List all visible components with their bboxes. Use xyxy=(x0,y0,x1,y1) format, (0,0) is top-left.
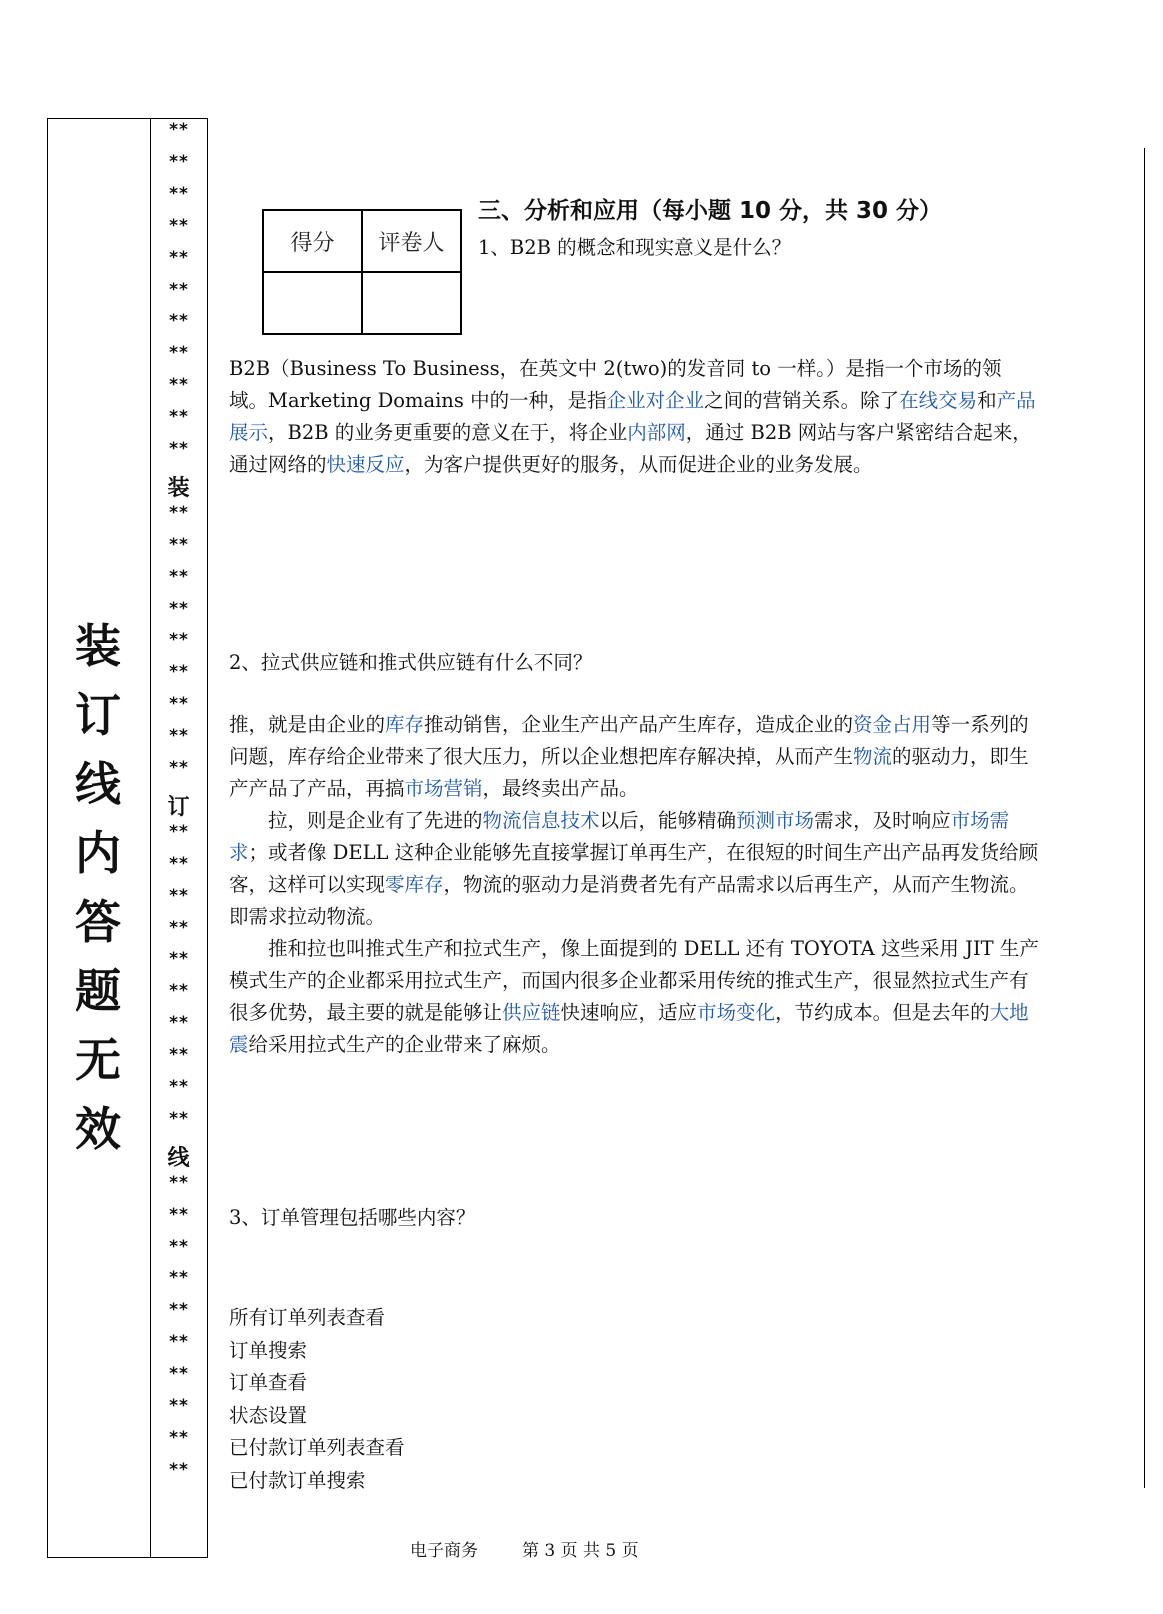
binding-char: 题 xyxy=(75,964,121,1018)
question-1: 1、B2B 的概念和现实意义是什么？ xyxy=(478,236,792,259)
grader-label: 评卷人 xyxy=(362,210,461,272)
star-mark: ** xyxy=(169,215,189,236)
star-mark: ** xyxy=(169,1300,189,1321)
star-mark: ** xyxy=(169,1236,189,1257)
score-table xyxy=(262,209,462,335)
star-mark: ** xyxy=(169,151,189,172)
score-label: 得分 xyxy=(263,210,362,272)
star-mark: ** xyxy=(169,853,189,874)
list-item: 状态设置 xyxy=(229,1403,308,1427)
binding-char: 订 xyxy=(75,688,121,742)
star-mark: ** xyxy=(169,439,189,459)
star-mark: ** xyxy=(169,1332,189,1353)
star-mark: ** xyxy=(169,279,189,300)
text-run: 推，就是由企业的 xyxy=(229,713,386,736)
star-mark: ** xyxy=(169,1396,189,1416)
star-mark: ** xyxy=(169,598,189,619)
question-3: 3、订单管理包括哪些内容？ xyxy=(229,1206,476,1229)
keyword-link[interactable]: 物流 xyxy=(853,745,893,768)
text-run: ；或者像 DELL 这种企业能够先直接掌握订单再生产，在很短的时间生产出产品再发货给顾客，这样可以实现 xyxy=(229,841,1039,896)
star-mark: ** xyxy=(169,949,189,970)
keyword-link[interactable]: 市场变化 xyxy=(697,1001,776,1024)
text-run: ，B2B 的业务更重要的意义在于，将企业 xyxy=(268,421,628,444)
binding-column-char: 订 xyxy=(167,794,191,820)
binding-char: 内 xyxy=(75,826,121,880)
binding-char: 线 xyxy=(75,757,121,811)
section-title: 三、分析和应用（每小题 10 分，共 30 分） xyxy=(478,198,943,224)
star-mark: ** xyxy=(169,758,189,778)
star-mark: ** xyxy=(169,1268,189,1289)
keyword-link[interactable]: 市场需求 xyxy=(229,809,1010,864)
star-mark: ** xyxy=(169,502,189,523)
text-run: 推和拉也叫推式生产和拉式生产，像上面提到的 DELL 还有 TOYOTA 这些采用 JIT 生产模式生产的企业都采用拉式生产，而国内很多企业都采用传统的推式生产，很显然拉式生产有很多优势，最主要的就是能够让 xyxy=(229,937,1039,1024)
star-mark: ** xyxy=(169,917,189,938)
star-mark: ** xyxy=(169,1459,189,1480)
star-mark: ** xyxy=(169,1045,189,1066)
score-cell[interactable] xyxy=(263,272,362,334)
text-run: 给采用拉式生产的企业带来了麻烦。 xyxy=(248,1033,561,1056)
binding-char: 装 xyxy=(75,619,121,673)
star-mark: ** xyxy=(169,981,189,1002)
text-run: 和 xyxy=(977,389,997,412)
binding-char: 效 xyxy=(75,1102,121,1156)
star-mark: ** xyxy=(169,885,189,906)
star-mark: ** xyxy=(169,566,189,587)
page-footer xyxy=(410,1536,683,1561)
answer-2-pull xyxy=(229,805,1039,933)
text-run: B2B（Business To Business，在英文中 2(two)的发音同 to 一样。）是指一个市场的领域。Marketing Domains 中的一种，是指 xyxy=(229,357,1002,412)
list-item: 订单搜索 xyxy=(229,1338,308,1362)
text-run: 之间的营销关系。除了 xyxy=(704,389,900,412)
keyword-link[interactable]: 在线交易 xyxy=(899,389,978,412)
star-mark: ** xyxy=(169,662,189,683)
keyword-link[interactable]: 供应链 xyxy=(502,1001,561,1024)
text-run: ，物流的驱动力是消费者先有产品需求以后再生产，从而产生物流。即需求拉动物流。 xyxy=(229,873,1029,928)
star-mark: ** xyxy=(169,534,189,555)
keyword-link[interactable]: 内部网 xyxy=(627,421,686,444)
star-mark: ** xyxy=(169,726,189,747)
grader-cell[interactable] xyxy=(362,272,461,334)
star-mark: ** xyxy=(169,1204,189,1225)
keyword-link[interactable]: 市场营销 xyxy=(404,777,483,800)
keyword-link[interactable]: 产品展示 xyxy=(229,389,1036,444)
text-run: ，节约成本。但是去年的 xyxy=(775,1001,990,1024)
star-mark: ** xyxy=(169,1427,189,1448)
star-mark: ** xyxy=(169,1364,189,1385)
keyword-link[interactable]: 零库存 xyxy=(385,873,444,896)
question-2: 2、拉式供应链和推式供应链有什么不同？ xyxy=(229,651,593,674)
star-mark: ** xyxy=(169,1108,189,1129)
text-run: ，为客户提供更好的服务，从而促进企业的业务发展。 xyxy=(404,453,873,476)
keyword-link[interactable]: 库存 xyxy=(385,713,425,736)
page-number: 第 3 页 共 5 页 xyxy=(522,1541,639,1561)
answer-3-list xyxy=(229,1302,405,1497)
list-item: 所有订单列表查看 xyxy=(229,1306,386,1329)
star-mark: ** xyxy=(169,694,189,715)
binding-column-char: 线 xyxy=(167,1145,191,1171)
star-mark: ** xyxy=(169,120,189,140)
star-mark: ** xyxy=(169,821,189,842)
list-item: 已付款订单列表查看 xyxy=(229,1436,405,1459)
keyword-link[interactable]: 企业对企业 xyxy=(606,389,705,412)
keyword-link[interactable]: 快速反应 xyxy=(326,453,405,476)
keyword-link[interactable]: 大地震 xyxy=(229,1001,1029,1056)
star-mark: ** xyxy=(169,1077,189,1097)
text-run: 等一系列的问题，库存给企业带来了很大压力，所以企业想把库存解决掉，从而产生 xyxy=(229,713,1029,768)
star-mark: ** xyxy=(169,311,189,332)
binding-notice xyxy=(47,612,149,1164)
text-run: 快速响应，适应 xyxy=(560,1001,698,1024)
star-mark: ** xyxy=(169,630,189,651)
answer-2-compare xyxy=(229,933,1039,1061)
list-item: 订单查看 xyxy=(229,1371,308,1394)
list-item: 已付款订单搜索 xyxy=(229,1468,366,1492)
star-mark: ** xyxy=(169,247,189,268)
text-run: ，最终卖出产品。 xyxy=(482,777,639,800)
star-mark: ** xyxy=(169,183,189,204)
star-mark: ** xyxy=(169,1013,189,1034)
star-mark: ** xyxy=(169,343,189,364)
text-run: ，通过 B2B 网站与客户紧密结合起来，通过网络的 xyxy=(229,421,1032,476)
star-mark: ** xyxy=(169,1172,189,1193)
right-margin-rule xyxy=(1144,148,1145,1488)
text-run: 拉，则是企业有了先进的 xyxy=(268,809,483,832)
text-run: 以后，能够精确 xyxy=(599,809,737,832)
keyword-link[interactable]: 物流信息技术 xyxy=(482,809,600,832)
text-run: 推动销售，企业生产出产品产生库存，造成企业的 xyxy=(424,713,854,736)
star-mark: ** xyxy=(169,375,189,396)
keyword-link[interactable]: 预测市场 xyxy=(736,809,815,832)
binding-char: 答 xyxy=(75,895,121,949)
text-run: 的驱动力，即生产产品了产品，再搞 xyxy=(229,745,1029,800)
answer-1 xyxy=(229,353,1039,481)
text-run: 需求，及时响应 xyxy=(814,809,951,832)
answer-2-push xyxy=(229,709,1039,805)
binding-column-char: 装 xyxy=(167,475,191,501)
binding-char: 无 xyxy=(75,1033,121,1087)
star-mark: ** xyxy=(169,407,189,428)
course-name: 电子商务 xyxy=(410,1541,478,1561)
keyword-link[interactable]: 资金占用 xyxy=(853,713,932,736)
